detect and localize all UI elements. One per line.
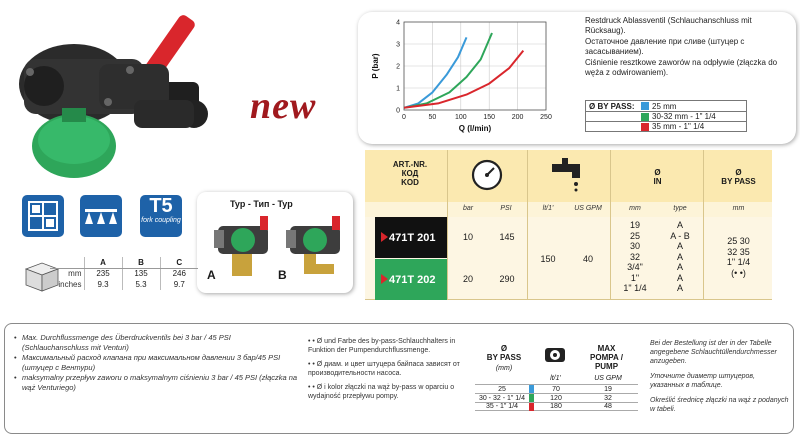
in-size: 3/4" [627,262,643,272]
type-a-label: A [207,268,216,282]
legend-label: 35 mm - 1" 1/4 [652,122,705,131]
legend-label: 25 mm [652,101,677,111]
bp-header-unit: (mm) [495,365,513,372]
art-header: ART.-NR. КОД KOD [392,160,428,187]
bypass-size: 32 35 [727,246,750,257]
new-badge: new [250,85,317,127]
legend-swatch-blue [641,102,649,110]
in-size: 19 [629,220,640,230]
dim-value: 9.3 [84,279,122,290]
type-b-diagram [282,212,352,282]
y-axis-label: P (bar) [371,53,380,79]
x-axis-label: Q (l/min) [458,124,492,133]
valve-image [4,4,244,190]
legend-row [586,111,746,121]
chart-notes [585,16,790,79]
in-type: A [676,220,683,230]
in-types [660,220,700,294]
in-type: A [676,272,683,283]
bp-header-pump: MAX POMPA / PUMP [590,344,623,371]
bypass-size: 25 30 [727,236,750,246]
dim-header: A [84,257,122,268]
dim-value: 5.3 [122,279,160,290]
dim-unit: inches [58,280,82,289]
t5-label: T5 [149,195,173,217]
dim-value: 235 [84,268,122,279]
bypass-note: • • Ø und Farbe des by-pass-Schlauchhalters in Funktion der Pumpendurchflussmenge. [308,338,456,354]
order-note: Уточните диаметр штуцеров, указанных в таблице. [650,373,755,389]
bypass-note: • • Ø диам. и цвет штуцера байпаса зависят от производительности насоса. [308,361,460,377]
psi-202: 290 [499,274,515,284]
bp-row: 25 70 19 [475,384,638,393]
fork-coupling-icon [140,195,182,237]
legend-row [586,121,746,131]
order-notes [650,339,790,420]
chart-note-ru: Остаточное давление при сливе (штуцер с засасыванием). [585,37,745,56]
sub-bypass-mm: mm [732,205,745,212]
order-note: Bei der Bestellung ist der in der Tabelle angegebene Schlauchtüllendurchmesser anzugeben. [650,340,777,365]
x-tick-label: 50 [428,114,437,121]
flow-lt: 150 [540,254,556,264]
bp-header-gpm: US GPM [594,375,622,382]
dim-value: 9.7 [160,279,198,290]
in-size: 1" 1/4 [623,283,647,293]
bar-202: 20 [462,274,473,284]
pressure-chart [364,14,554,136]
manifold-icon [22,195,64,237]
y-tick-label: 4 [396,19,400,27]
type-a-diagram [210,212,280,282]
flow-note: • Max. Durchflussmenge des Überdruckventils bei 3 bar / 45 PSI (Schlauchanschluss mit Venturi) [14,333,231,352]
sub-mm: mm [629,205,641,212]
dim-value: 246 [160,268,198,279]
x-tick-label: 150 [483,114,496,121]
type-title: Typ - Тип - Typ [230,199,293,209]
flow-note: • Максимальный расход клапана при максимальном давлении 3 бар/45 PSI (штуцер с Вентури) [14,353,281,372]
spec-table [365,150,772,300]
x-tick-label: 200 [511,114,524,121]
t5-caption: fork coupling [141,217,181,224]
type-b-label: B [278,268,287,282]
in-size: 1" [630,272,640,283]
dimensions-table [50,257,198,290]
y-tick-label: 2 [396,63,400,71]
psi-201: 145 [499,232,515,242]
in-type: A [676,251,683,262]
bypass-sizes [705,236,772,278]
dim-value: 135 [122,268,160,279]
sub-bar: bar [462,205,474,212]
flow-gpm: 40 [582,254,593,264]
model-row-202 [375,259,447,300]
dim-header: B [122,257,160,268]
x-tick-label: 250 [540,114,552,121]
in-size: 30 [629,241,640,251]
sub-lt: lt/1' [542,205,554,212]
y-tick-label: 3 [396,41,400,49]
legend-head: Ø BY PASS: [589,101,635,111]
in-size: 32 [629,251,640,262]
dim-header: C [160,257,198,268]
bar-201: 10 [462,232,473,242]
chart-note-pl: Ciśnienie resztkowe zaworów na odpływie (złączka do węża z odwirowaniem). [585,58,778,77]
bypass-notes [308,337,480,406]
flow-note: • maksymalny przepływ zaworu o maksymalnym ciśnieniu 3 bar / 45 PSI (złączka na wąż Venturiego) [14,373,298,392]
sub-gpm: US GPM [574,205,602,212]
model-code: 471T 201 [389,231,436,244]
x-tick-label: 100 [454,114,467,121]
legend-row [586,101,746,111]
bp-row: 35 - 1" 1/4 180 48 [475,402,638,411]
pressure-gauge-icon [470,158,504,192]
legend-swatch-green [641,113,649,121]
dim-unit: mm [68,269,82,279]
x-tick-label: 0 [402,114,406,121]
faucet-icon [550,156,590,194]
bp-header-size: Ø BY PASS [486,344,522,362]
bp-row: 30 - 32 - 1" 1/4 120 32 [475,393,638,402]
pump-icon [541,344,569,366]
chart-legend [585,100,747,132]
bypass-note: • • Ø i kolor złączki na wąż by-pass w oparciu o wydajność przepływu pompy. [308,384,455,400]
bypass-size: (• •) [731,267,746,278]
model-code: 471T 202 [389,273,436,286]
model-row-201 [375,217,447,258]
chart-note-de: Restdruck Ablassventil (Schlauchanschluss mit Rücksaug). [585,16,752,35]
in-type: A [676,283,683,293]
in-size: 25 [629,230,640,241]
sub-type: type [673,205,687,212]
in-sizes [615,220,655,294]
in-type: A [676,241,683,251]
in-type: A - B [670,230,690,241]
legend-swatch-red [641,123,649,131]
sub-psi: PSI [500,205,512,212]
order-note: Określić średnicę złączki na wąż z podanych w tabeli. [650,397,789,413]
legend-label: 30-32 mm - 1" 1/4 [652,112,716,121]
bp-header-lt: lt/1' [550,375,561,382]
y-tick-label: 1 [396,85,400,93]
spray-nozzles-icon [80,195,122,237]
y-tick-label: 0 [396,107,400,115]
bypass-size: 1" 1/4 [726,257,751,267]
flow-notes [14,333,299,393]
in-header: Ø IN [653,168,662,186]
in-type: A [676,262,683,272]
bypass-header: Ø BY PASS [721,168,756,186]
